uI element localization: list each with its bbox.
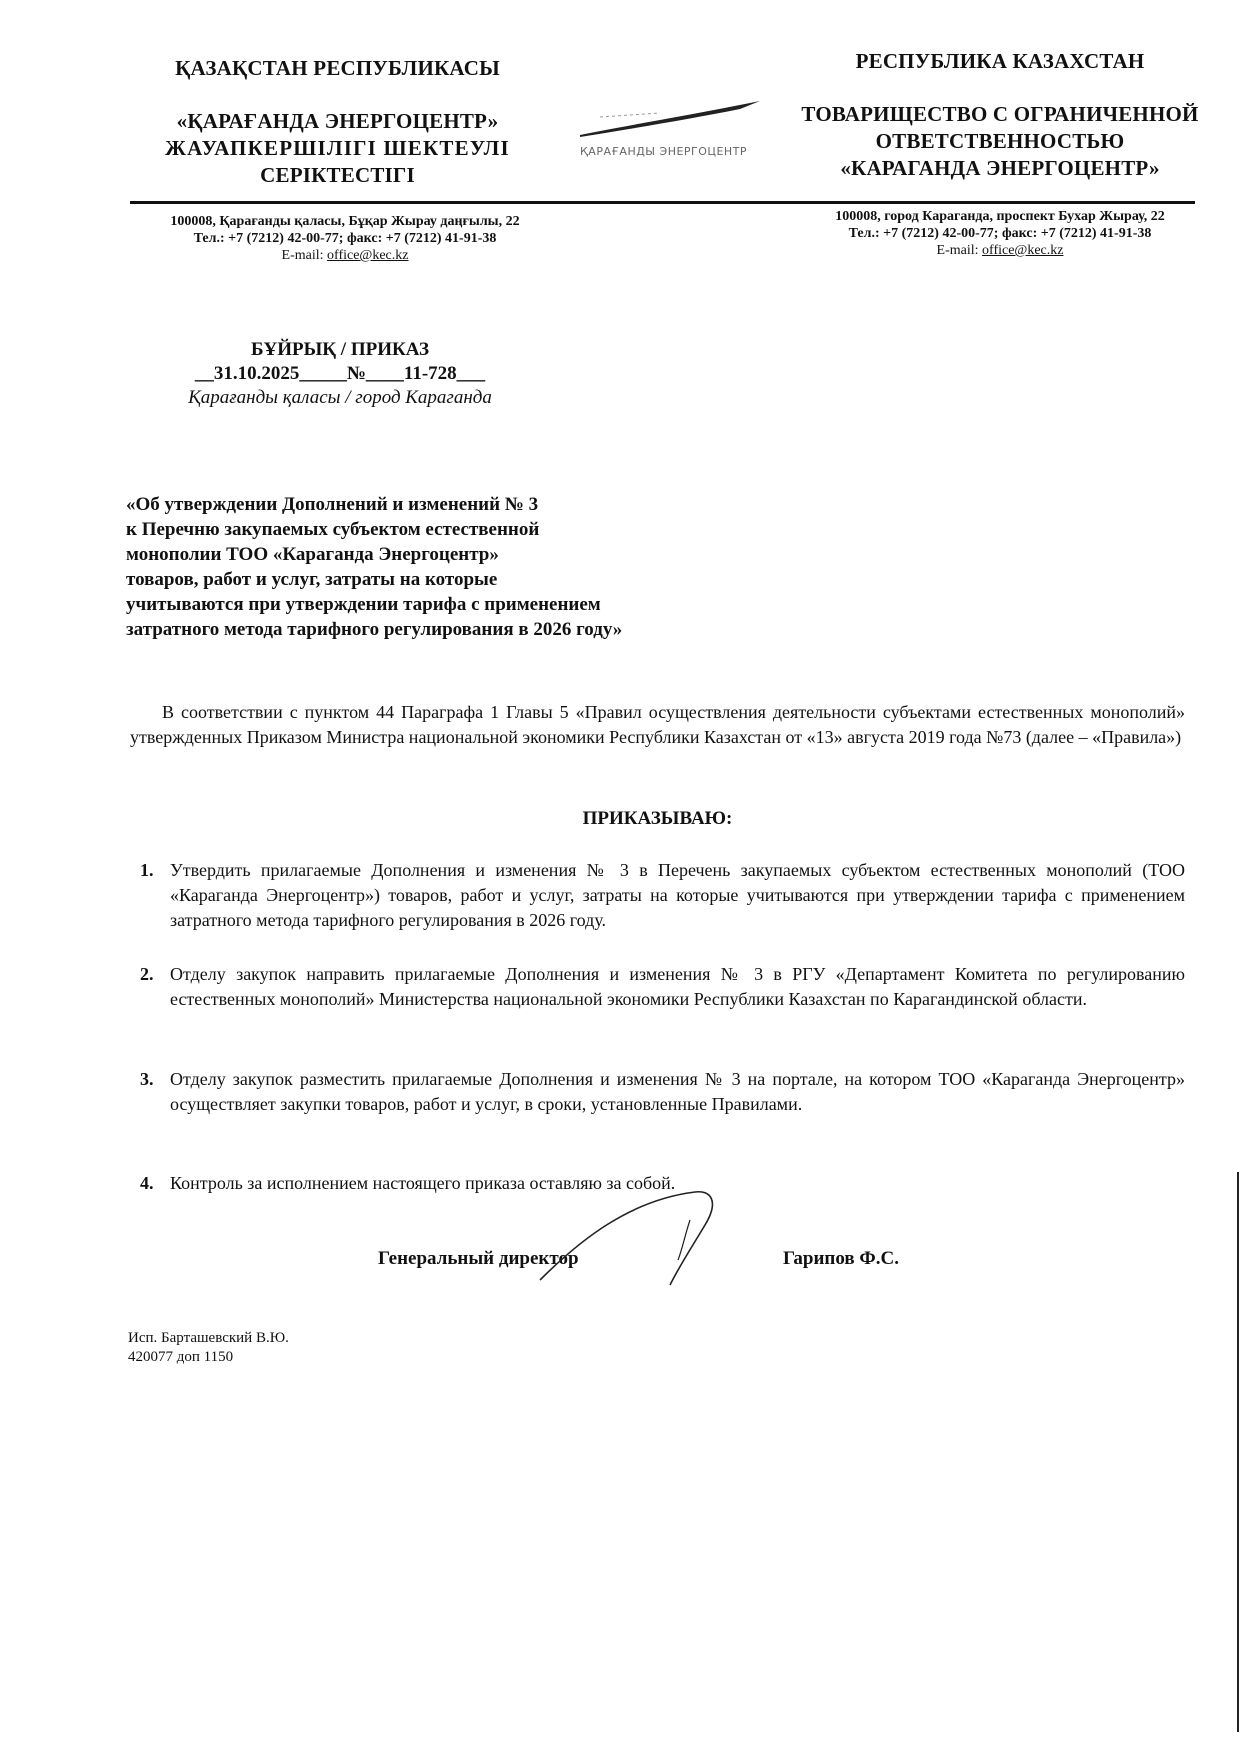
subject-line: «Об утверждении Дополнений и изменений № 3 [126, 494, 539, 515]
header-left-org-line1: «ҚАРАҒАНДА ЭНЕРГОЦЕНТР» [176, 109, 499, 133]
executor-phone: 420077 доп 1150 [128, 1349, 234, 1365]
address-left-phone: Тел.: +7 (7212) 42-00-77; факс: +7 (7212) 41-91-38 [193, 231, 497, 246]
order-title: БҰЙРЫҚ / ПРИКАЗ [250, 339, 430, 360]
header-right-org-line2: ОТВЕТСТВЕННОСТЬЮ [875, 129, 1125, 153]
address-left-email [120, 247, 570, 264]
signature-position: Генеральный директор [378, 1248, 579, 1269]
order-date-number: __31.10.2025_____№____11-728___ [194, 363, 486, 384]
item-text: Контроль за исполнением настоящего приказа оставляю за собой. [170, 1173, 676, 1193]
subject-line: затратного метода тарифного регулирования в 2026 году» [126, 619, 623, 640]
item-number: 1. [140, 860, 154, 880]
company-logo [570, 95, 770, 165]
header-right-org-line3: «КАРАГАНДА ЭНЕРГОЦЕНТР» [840, 156, 1160, 180]
header-left [110, 55, 565, 189]
logo-caption: ҚАРАҒАНДЫ ЭНЕРГОЦЕНТР [580, 145, 748, 158]
header-divider-left [130, 201, 1195, 204]
logo-swoosh-icon [570, 95, 770, 140]
order-heading: ПРИКАЗЫВАЮ: [582, 808, 733, 829]
subject-line: товаров, работ и услуг, затраты на которые [126, 569, 498, 590]
address-right [780, 208, 1220, 259]
scan-edge-line [1237, 1172, 1239, 1732]
item-number: 2. [140, 964, 154, 984]
subject-line: монополии ТОО «Караганда Энергоцентр» [126, 544, 499, 565]
address-right-street: 100008, город Караганда, проспект Бухар Жырау, 22 [835, 209, 1165, 224]
item-number: 4. [140, 1173, 154, 1193]
address-left [120, 213, 570, 264]
email-link-left[interactable]: office@kec.kz [327, 248, 409, 263]
order-subject [126, 492, 806, 642]
item-text: Отделу закупок разместить прилагаемые Дополнения и изменения № 3 на портале, на котором ТОО «Караганда Энергоцентр» осуществляет закупки товаров, работ и услуг, в сроки, установленные Правилами. [170, 1069, 1185, 1114]
header-right [780, 48, 1220, 182]
header-left-org-line2: ЖАУАПКЕРШІЛІГІ ШЕКТЕУЛІ [165, 136, 510, 160]
item-text: Отделу закупок направить прилагаемые Дополнения и изменения № 3 в РГУ «Департамент Комитета по регулированию естественных монополий» Министерства национальной экономики Республики Казахстан по Карагандинской области. [170, 964, 1185, 1009]
handwritten-signature-icon [520, 1180, 800, 1290]
preamble: В соответствии с пунктом 44 Параграфа 1 Главы 5 «Правил осуществления деятельности субъектами естественных монополий» утвержденных Приказом Министра национальной экономики Республики Казахстан от «13» августа 2019 года №73 (далее – «Правила») [130, 702, 1185, 747]
header-right-country: РЕСПУБЛИКА КАЗАХСТАН [855, 49, 1145, 73]
subject-line: учитываются при утверждении тарифа с применением [126, 594, 601, 615]
address-right-phone: Тел.: +7 (7212) 42-00-77; факс: +7 (7212) 41-91-38 [848, 226, 1152, 241]
item-text: Утвердить прилагаемые Дополнения и изменения № 3 в Перечень закупаемых субъектом естественных монополий (ТОО «Караганда Энергоцентр») товаров, работ и услуг, затраты на которые учитываются при утверждении тарифа с применением затратного метода тарифного регулирования в 2026 году. [170, 860, 1185, 930]
header-left-org-line3: СЕРІКТЕСТІГІ [260, 163, 415, 187]
executor-name: Исп. Барташевский В.Ю. [128, 1330, 289, 1346]
email-label: E-mail: [281, 248, 328, 263]
order-place: Қарағанды қаласы / город Караганда [188, 387, 492, 408]
header-right-org-line1: ТОВАРИЩЕСТВО С ОГРАНИЧЕННОЙ [801, 102, 1199, 126]
email-link-right[interactable]: office@kec.kz [982, 243, 1064, 258]
signature-name: Гарипов Ф.С. [783, 1248, 899, 1269]
address-right-email [780, 242, 1220, 259]
order-item [140, 962, 1185, 1012]
subject-line: к Перечню закупаемых субъектом естественной [126, 519, 540, 540]
order-item [140, 1067, 1185, 1117]
header-left-country: ҚАЗАҚСТАН РЕСПУБЛИКАСЫ [175, 56, 500, 80]
email-label: E-mail: [936, 243, 983, 258]
order-block [140, 338, 540, 410]
item-number: 3. [140, 1069, 154, 1089]
order-item [140, 858, 1185, 933]
address-left-street: 100008, Қарағанды қаласы, Бұқар Жырау даңғылы, 22 [170, 214, 520, 229]
executor-info [128, 1329, 289, 1367]
